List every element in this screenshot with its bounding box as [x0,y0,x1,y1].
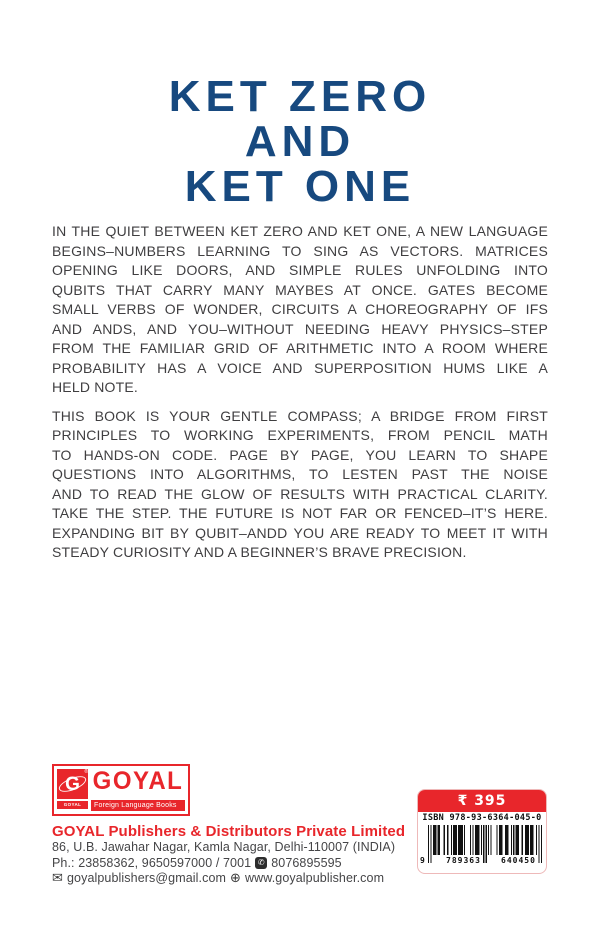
phone-numbers: Ph.: 23858362, 9650597000 / 7001 [52,855,252,870]
blurb-line: QUESTIONS INTO ALGORITHMS, TO LESTEN PAST THE NOISE [52,466,548,482]
goyal-wordmark-box [91,769,185,811]
blurb-line: TAKE THE STEP. THE FUTURE IS NOT FAR OR FENCED–IT’S HERE. [52,505,548,521]
title-line-3: KET ONE [184,162,416,211]
blurb-line: TO HANDS-ON CODE. PAGE BY PAGE, YOU LEARN TO SHAPE [52,446,548,463]
blurb-line: PRINCIPLES TO WORKING EXPERIMENTS, FROM PENCIL MATH [52,427,548,443]
book-title [0,0,600,209]
blurb-paragraph-2 [52,407,548,563]
blurb-paragraph-1 [52,222,548,398]
blurb-line: AND TO READ THE GLOW OF RESULTS WITH PRACTICAL CLARITY. [52,485,548,502]
goyal-wordmark: GOYAL [92,767,184,796]
email-icon: ✉ [52,871,63,887]
publisher-block [52,764,412,887]
whatsapp-number: 8076895595 [271,855,342,870]
publisher-phones [52,856,412,872]
blurb-line: THIS BOOK IS YOUR GENTLE COMPASS; A BRIDGE FROM FIRST [52,407,548,424]
globe-icon: ⊕ [230,871,242,887]
barcode-digits [418,856,546,866]
goyal-logo-emblem [57,769,88,815]
goyal-saab-badge: GOYAL SAAB [57,801,88,809]
publisher-website: www.goyalpublisher.com [245,871,385,885]
price-barcode-sticker [417,789,547,874]
publisher-email: goyalpublishers@gmail.com [67,871,227,885]
barcode-digit-group: 640450 [501,856,536,865]
blurb-line: STEADY CURIOSITY AND A BEGINNER’S BRAVE PRECISION. [52,544,467,560]
registered-mark: ® [84,769,88,775]
whatsapp-icon: ✆ [255,857,267,869]
publisher-address [52,840,412,856]
address-text: 86, U.B. Jawahar Nagar, Kamla Nagar, Delhi-110007 (INDIA) [52,840,396,854]
blurb-line: PROBABILITY HAS A VOICE AND SUPERPOSITION HUMS LIKE A [52,359,548,376]
title-line-2: AND [244,117,356,166]
publisher-name: GOYAL Publishers & Distributors Private Limited [52,823,406,840]
blurb-line: OPENING LIKE DOORS, AND SIMPLE RULES UNFOLDING INTO [52,262,548,278]
blurb-line: AND ANDS, AND YOU–WITHOUT NEEDING HEAVY PHYSICS–STEP [52,320,548,337]
blurb-line: HELD NOTE. [52,379,139,395]
barcode-digit-group: 789363 [446,856,481,865]
blurb-line: IN THE QUIET BETWEEN KET ZERO AND KET ONE, A NEW LANGUAGE [52,223,548,239]
blurb-line: SMALL VERBS OF WONDER, CIRCUITS A CHOREOGRAPHY OF IFS [52,301,548,317]
blurb-line: QUBITS THAT CARRY MANY MAYBES AT ONCE. GATES BECOME [52,281,548,298]
title-line-1: KET ZERO [168,72,432,121]
price-band: ₹ 395 [418,790,546,812]
isbn-text: ISBN 978-93-6364-045-0 [422,813,542,823]
blurb-line: FROM THE FAMILIAR GRID OF ARITHMETIC INTO A ROOM WHERE [52,340,548,356]
blurb-line: EXPANDING BIT BY QUBIT–ANDD YOU ARE READY TO MEET IT WITH [52,524,548,541]
publisher-contacts [52,871,412,887]
goyal-g-icon [57,769,88,799]
goyal-logo [52,764,190,816]
logo-tagline: Foreign Language Books [91,800,185,811]
blurb-line: BEGINS–NUMBERS LEARNING TO SING AS VECTORS. MATRICES [52,242,548,259]
goyal-g-letter: G [65,773,80,795]
back-cover-blurb [52,222,548,563]
barcode-digit-group: 9 [420,856,425,865]
